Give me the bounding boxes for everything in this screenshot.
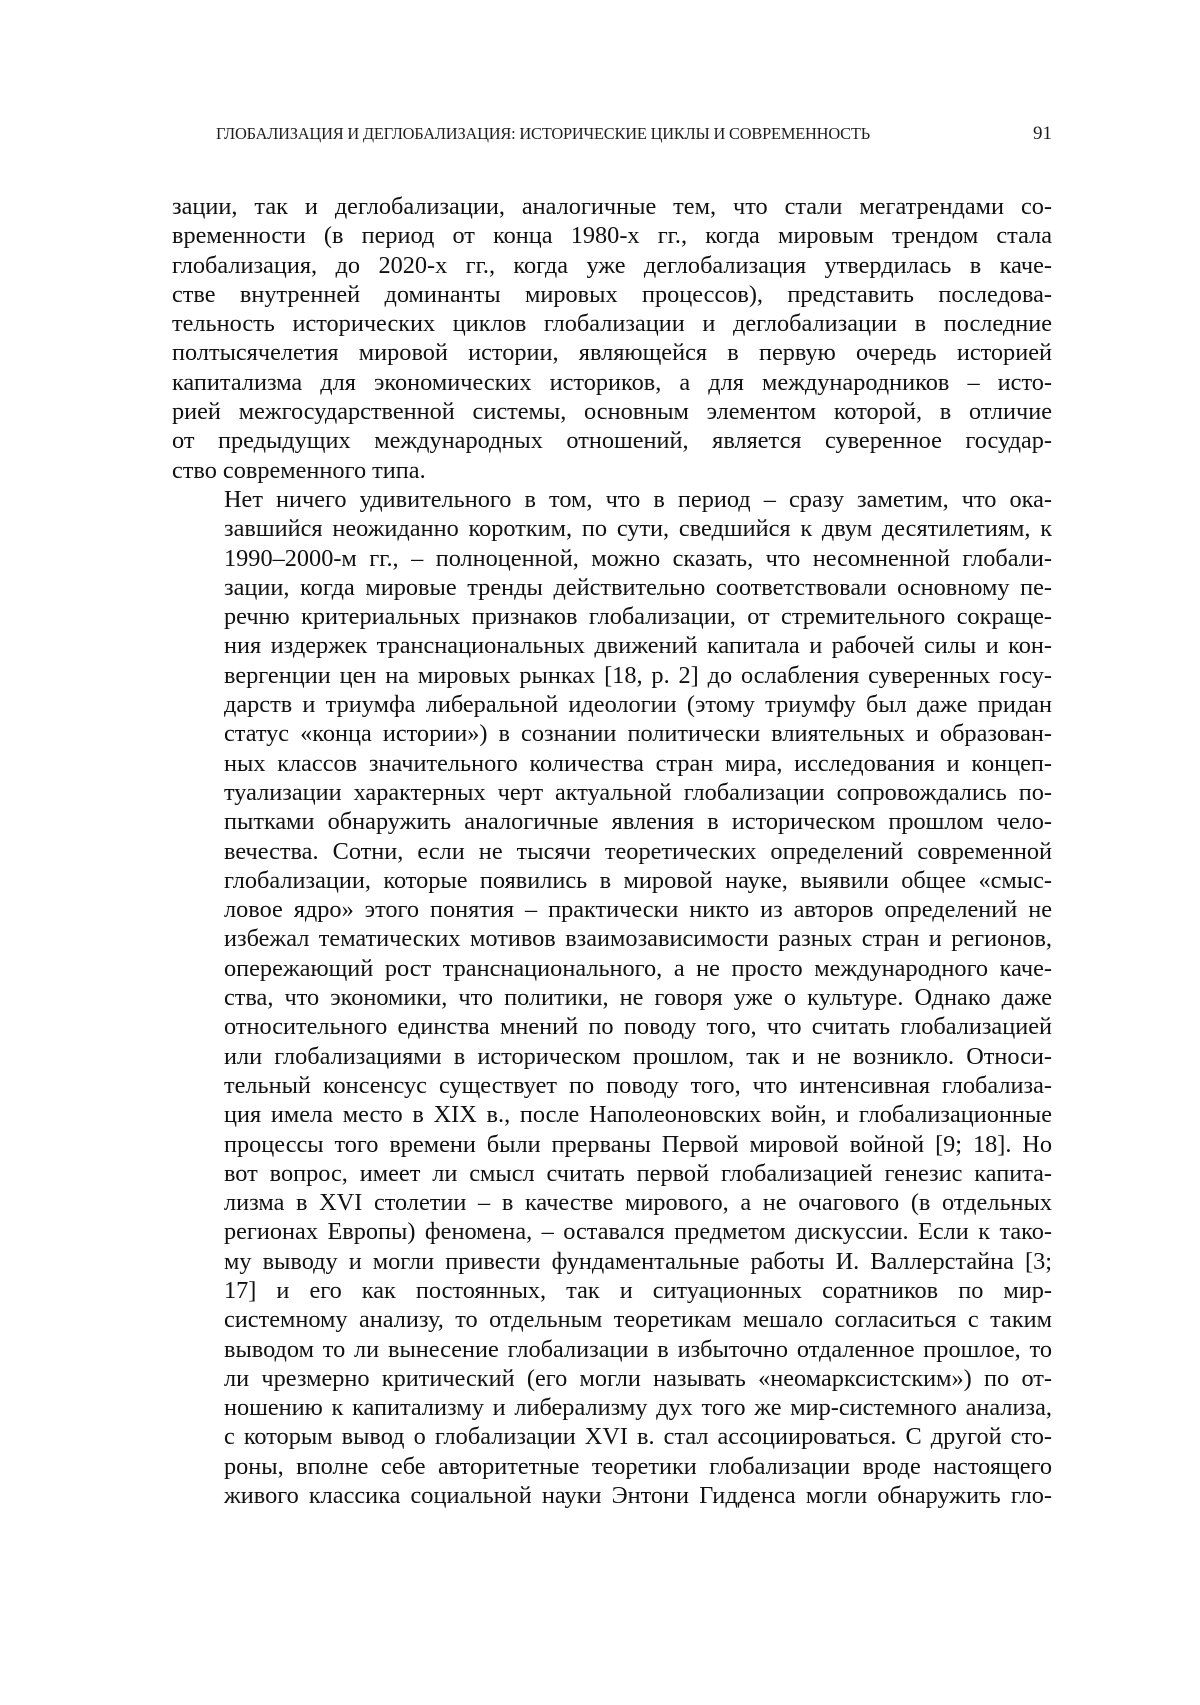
text-line: живого классика социальной науки Энтони Гидденса могли обнаружить гло- (224, 1482, 1052, 1510)
text-line: полтысячелетия мировой истории, являющейся в первую очередь историей (172, 339, 1052, 367)
text-line: рией межгосударственной системы, основным элементом которой, в отличие (172, 398, 1052, 426)
running-title: ГЛОБАЛИЗАЦИЯ И ДЕГЛОБАЛИЗАЦИЯ: ИСТОРИЧЕСКИЕ ЦИКЛЫ И СОВРЕМЕННОСТЬ (216, 124, 870, 143)
text-line: пытками обнаружить аналогичные явления в историческом прошлом чело- (224, 808, 1052, 836)
text-line: стве внутренней доминанты мировых процессов), представить последова- (172, 280, 1052, 308)
text-line: статус «конца истории») в сознании политически влиятельных и образован- (224, 720, 1052, 748)
text-line: речню критериальных признаков глобализации, от стремительного сокраще- (224, 603, 1052, 631)
text-line: зации, когда мировые тренды действительно соответствовали основному пе- (224, 573, 1052, 601)
text-line: или глобализациями в историческом прошлом, так и не возникло. Относи- (224, 1042, 1052, 1070)
text-line: вергенции цен на мировых рынках [18, p. 2] до ослабления суверенных госу- (224, 661, 1052, 689)
text-line: тельный консенсус существует по поводу того, что интенсивная глобализа- (224, 1071, 1052, 1099)
text-line: вечества. Сотни, если не тысячи теоретических определений современной (224, 837, 1052, 865)
body-text (172, 192, 1052, 1510)
text-line: процессы того времени были прерваны Первой мировой войной [9; 18]. Но (224, 1130, 1052, 1158)
text-line: ли чрезмерно критический (его могли называть «неомарксистским») по от- (224, 1364, 1052, 1392)
text-line: 17] и его как постоянных, так и ситуационных соратников по мир- (224, 1276, 1052, 1304)
text-line: вот вопрос, имеет ли смысл считать первой глобализацией генезис капита- (224, 1159, 1052, 1187)
text-line: ство современного типа. (172, 456, 426, 484)
running-head (172, 124, 1052, 150)
text-line: выводом то ли вынесение глобализации в избыточно отдаленное прошлое, то (224, 1335, 1052, 1363)
text-line: завшийся неожиданно коротким, по сути, сведшийся к двум десятилетиям, к (224, 515, 1052, 543)
text-line: роны, вполне себе авторитетные теоретики глобализации вроде настоящего (224, 1452, 1052, 1480)
text-line: ных классов значительного количества стран мира, исследования и концеп- (224, 749, 1052, 777)
text-line: относительного единства мнений по поводу того, что считать глобализацией (224, 1013, 1052, 1041)
text-line: Нет ничего удивительного в том, что в период – сразу заметим, что ока- (224, 485, 1052, 513)
text-line: ловое ядро» этого понятия – практически никто из авторов определений не (224, 896, 1052, 924)
text-line: дарств и триумфа либеральной идеологии (этому триумфу был даже придан (224, 691, 1052, 719)
text-line: туализации характерных черт актуальной глобализации сопровождались по- (224, 778, 1052, 806)
text-line: глобализации, которые появились в мировой науке, выявили общее «смыс- (224, 866, 1052, 894)
text-line: глобализация, до 2020-х гг., когда уже деглобализация утвердилась в каче- (172, 251, 1052, 279)
text-line: избежал тематических мотивов взаимозависимости разных стран и регионов, (224, 925, 1052, 953)
page-number: 91 (1033, 123, 1052, 144)
paragraph-1 (172, 192, 1052, 485)
text-line: системному анализу, то отдельным теоретикам мешало согласиться с таким (224, 1306, 1052, 1334)
text-line: капитализма для экономических историков, а для международников – исто- (172, 368, 1052, 396)
text-line: ношению к капитализму и либерализму дух того же мир-системного анализа, (224, 1394, 1052, 1422)
text-line: ства, что экономики, что политики, не говоря уже о культуре. Однако даже (224, 984, 1052, 1012)
text-line: 1990–2000-м гг., – полноценной, можно сказать, что несомненной глобали- (224, 544, 1052, 572)
text-line: опережающий рост транснационального, а не просто международного каче- (224, 954, 1052, 982)
text-line: ния издержек транснациональных движений капитала и рабочей силы и кон- (224, 632, 1052, 660)
text-line: му выводу и могли привести фундаментальные работы И. Валлерстайна [3; (224, 1247, 1052, 1275)
text-line: от предыдущих международных отношений, является суверенное государ- (172, 427, 1052, 455)
text-line: с которым вывод о глобализации XVI в. стал ассоциироваться. С другой сто- (224, 1423, 1052, 1451)
paragraph-2 (172, 485, 1052, 1510)
text-line: ция имела место в XIX в., после Наполеоновских войн, и глобализационные (224, 1101, 1052, 1129)
text-line: зации, так и деглобализации, аналогичные тем, что стали мегатрендами со- (172, 193, 1052, 220)
text-line: лизма в XVI столетии – в качестве мирового, а не очагового (в отдельных (224, 1189, 1052, 1217)
text-line: тельность исторических циклов глобализации и деглобализации в последние (172, 310, 1052, 338)
text-line: регионах Европы) феномена, – оставался предметом дискуссии. Если к тако- (224, 1218, 1052, 1246)
text-line: временности (в период от конца 1980-х гг., когда мировым трендом стала (172, 222, 1052, 250)
